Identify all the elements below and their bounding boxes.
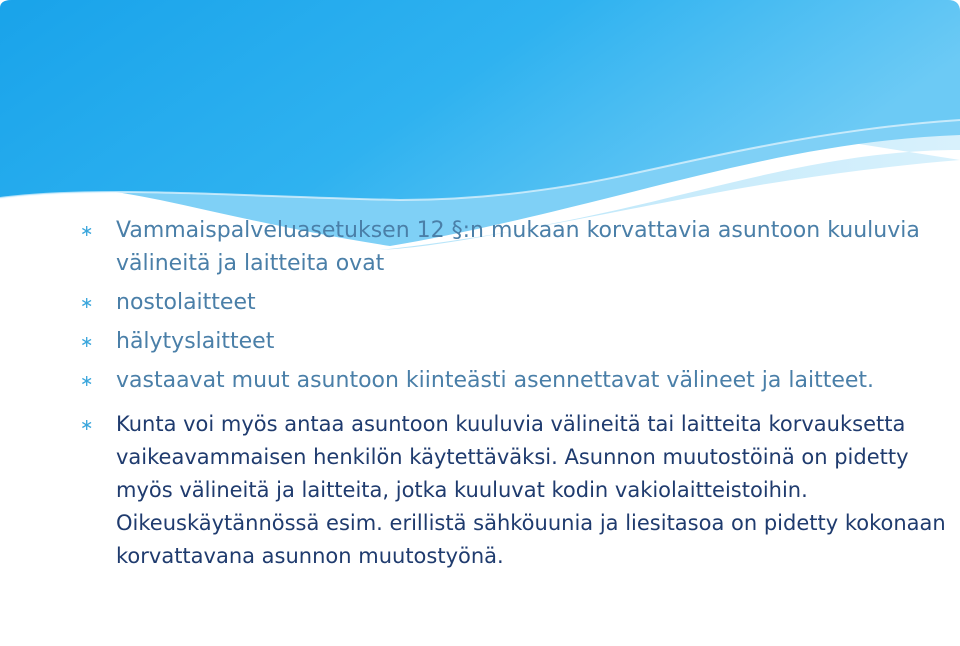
asterisk-icon: ∗ <box>80 371 94 390</box>
bullet-list <box>80 214 950 573</box>
asterisk-icon: ∗ <box>80 415 94 434</box>
bullet-text: vastaavat muut asuntoon kiinteästi asennettavat välineet ja laitteet. <box>116 368 875 393</box>
bullet-text: Kunta voi myös antaa asuntoon kuuluvia välineitä tai laitteita korvauksetta vaikeavammaisen henkilön käytettäväksi. Asunnon muutostöinä on pidetty myös välineitä ja laitteita, jotka kuuluvat kodin vakiolaitteistoihin. Oikeuskäytännössä esim. erillistä sähköuunia ja liesitasoa on pidetty kokonaan korvattavana asunnon muutostyönä. <box>116 412 946 568</box>
asterisk-icon: ∗ <box>80 332 94 351</box>
bullet-item <box>80 214 950 280</box>
bullet-item <box>80 286 950 319</box>
asterisk-icon: ∗ <box>80 293 94 312</box>
bullet-text: nostolaitteet <box>116 290 256 315</box>
asterisk-icon: ∗ <box>80 221 94 240</box>
bullet-item <box>80 364 950 397</box>
bullet-item <box>80 408 950 573</box>
bullet-text: Vammaispalveluasetuksen 12 §:n mukaan korvattavia asuntoon kuuluvia välineitä ja laitteita ovat <box>116 218 920 276</box>
bullet-item <box>80 325 950 358</box>
bullet-text: hälytyslaitteet <box>116 329 275 354</box>
